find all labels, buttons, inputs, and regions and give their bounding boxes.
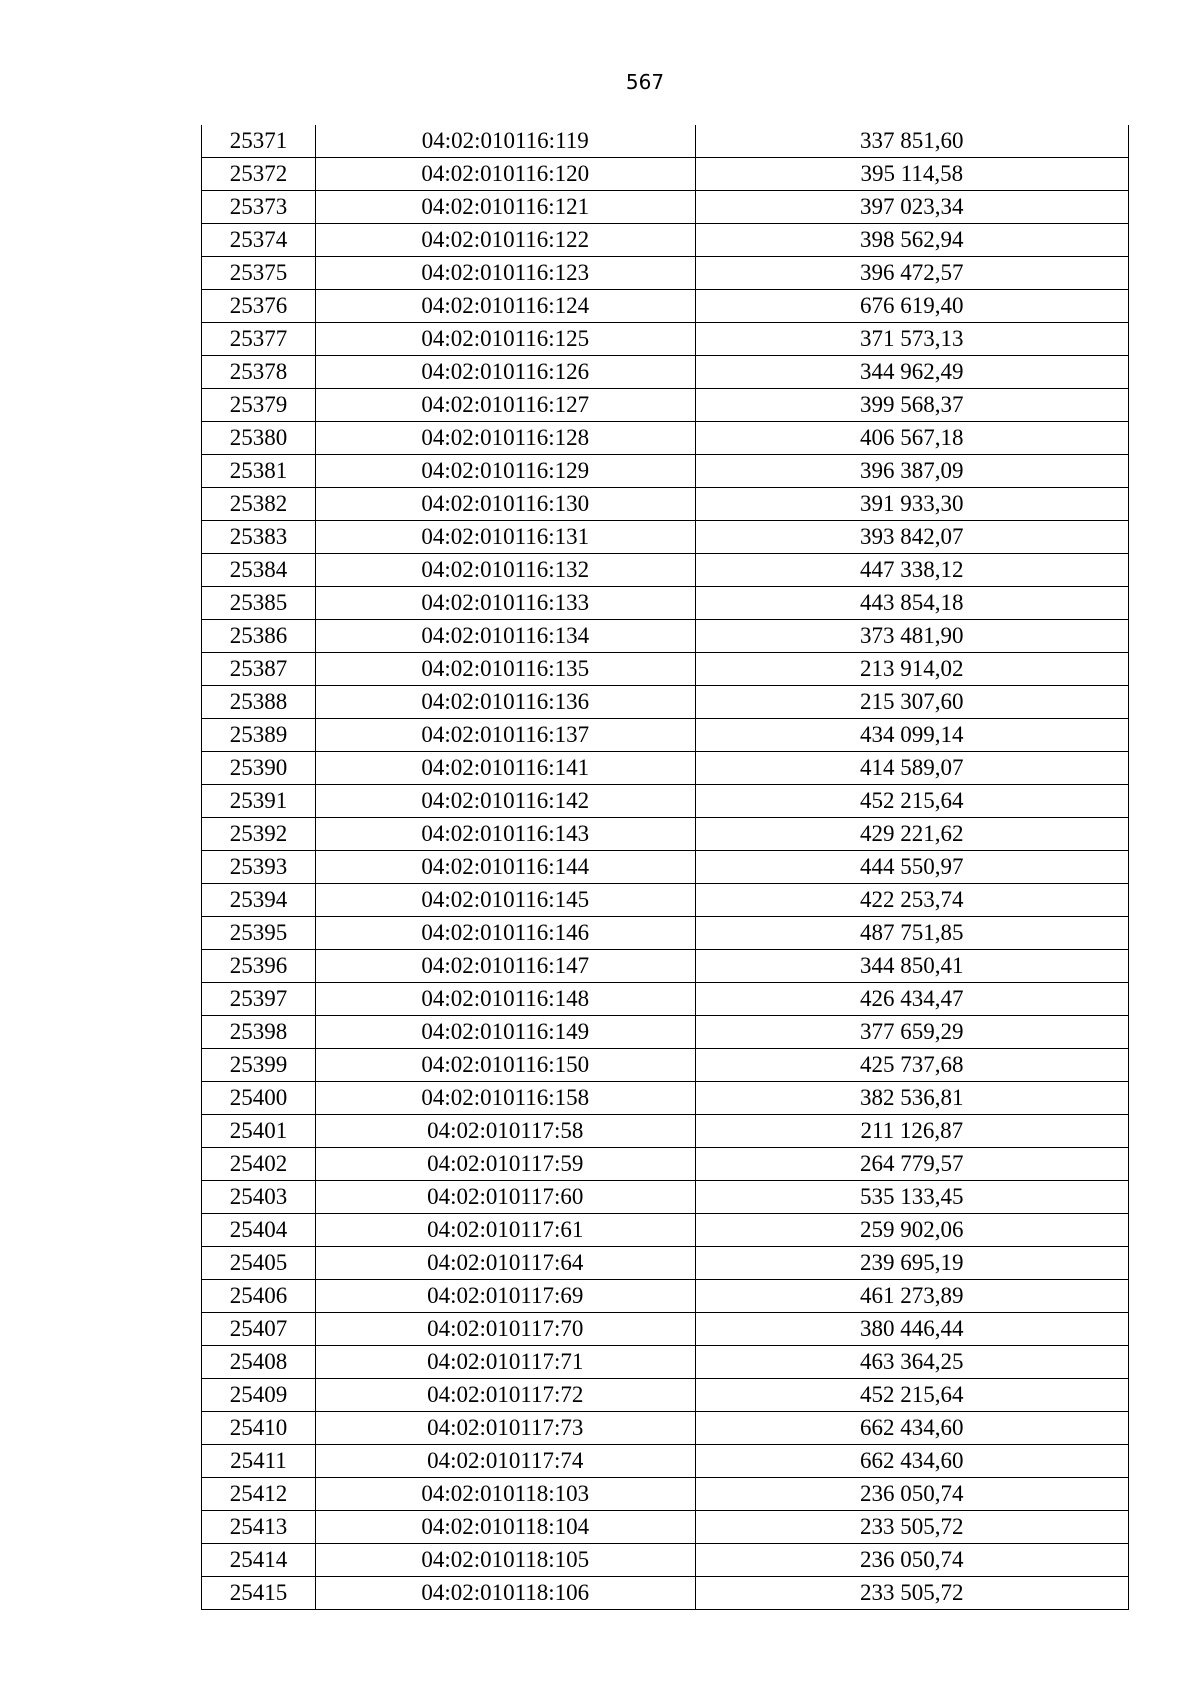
cadastral-number-cell: 04:02:010116:119: [315, 125, 695, 158]
cadastral-number-cell: 04:02:010116:137: [315, 719, 695, 752]
cadastral-number-cell: 04:02:010117:59: [315, 1148, 695, 1181]
row-number-cell: 25402: [202, 1148, 316, 1181]
row-number-cell: 25378: [202, 356, 316, 389]
cadastral-number-cell: 04:02:010118:104: [315, 1511, 695, 1544]
row-number-cell: 25394: [202, 884, 316, 917]
row-number-cell: 25374: [202, 224, 316, 257]
cadastral-value-cell: 259 902,06: [695, 1214, 1128, 1247]
table-row: [202, 488, 1129, 521]
cadastral-value-cell: 662 434,60: [695, 1445, 1128, 1478]
row-number-cell: 25371: [202, 125, 316, 158]
cadastral-number-cell: 04:02:010116:134: [315, 620, 695, 653]
table-row: [202, 1577, 1129, 1610]
table-row: [202, 257, 1129, 290]
cadastral-value-cell: 264 779,57: [695, 1148, 1128, 1181]
cadastral-value-cell: 443 854,18: [695, 587, 1128, 620]
cadastral-number-cell: 04:02:010117:72: [315, 1379, 695, 1412]
cadastral-value-cell: 380 446,44: [695, 1313, 1128, 1346]
cadastral-value-cell: 444 550,97: [695, 851, 1128, 884]
cadastral-value-cell: 429 221,62: [695, 818, 1128, 851]
table-row: [202, 917, 1129, 950]
page-number: 567: [625, 70, 665, 94]
row-number-cell: 25376: [202, 290, 316, 323]
cadastral-number-cell: 04:02:010116:128: [315, 422, 695, 455]
cadastral-value-cell: 391 933,30: [695, 488, 1128, 521]
table-row: [202, 983, 1129, 1016]
row-number-cell: 25391: [202, 785, 316, 818]
cadastral-number-cell: 04:02:010116:147: [315, 950, 695, 983]
cadastral-value-cell: 425 737,68: [695, 1049, 1128, 1082]
row-number-cell: 25395: [202, 917, 316, 950]
table-row: [202, 818, 1129, 851]
cadastral-value-cell: 211 126,87: [695, 1115, 1128, 1148]
cadastral-value-cell: 452 215,64: [695, 1379, 1128, 1412]
cadastral-value-cell: 395 114,58: [695, 158, 1128, 191]
table-row: [202, 389, 1129, 422]
row-number-cell: 25414: [202, 1544, 316, 1577]
cadastral-value-cell: 213 914,02: [695, 653, 1128, 686]
cadastral-value-cell: 344 962,49: [695, 356, 1128, 389]
cadastral-number-cell: 04:02:010116:146: [315, 917, 695, 950]
table-row: [202, 1511, 1129, 1544]
cadastral-value-cell: 406 567,18: [695, 422, 1128, 455]
row-number-cell: 25386: [202, 620, 316, 653]
table-row: [202, 191, 1129, 224]
table-row: [202, 290, 1129, 323]
row-number-cell: 25387: [202, 653, 316, 686]
cadastral-value-cell: 236 050,74: [695, 1544, 1128, 1577]
row-number-cell: 25408: [202, 1346, 316, 1379]
row-number-cell: 25388: [202, 686, 316, 719]
row-number-cell: 25392: [202, 818, 316, 851]
cadastral-number-cell: 04:02:010116:124: [315, 290, 695, 323]
row-number-cell: 25399: [202, 1049, 316, 1082]
cadastral-value-cell: 337 851,60: [695, 125, 1128, 158]
cadastral-number-cell: 04:02:010116:142: [315, 785, 695, 818]
cadastral-value-cell: 397 023,34: [695, 191, 1128, 224]
cadastral-value-cell: 676 619,40: [695, 290, 1128, 323]
row-number-cell: 25375: [202, 257, 316, 290]
cadastral-number-cell: 04:02:010116:144: [315, 851, 695, 884]
cadastral-value-cell: 215 307,60: [695, 686, 1128, 719]
table-row: [202, 323, 1129, 356]
cadastral-value-cell: 236 050,74: [695, 1478, 1128, 1511]
cadastral-value-cell: 535 133,45: [695, 1181, 1128, 1214]
table-row: [202, 950, 1129, 983]
table-row: [202, 1082, 1129, 1115]
cadastral-number-cell: 04:02:010118:105: [315, 1544, 695, 1577]
row-number-cell: 25372: [202, 158, 316, 191]
table-row: [202, 1412, 1129, 1445]
table-row: [202, 356, 1129, 389]
cadastral-number-cell: 04:02:010116:126: [315, 356, 695, 389]
cadastral-value-cell: 662 434,60: [695, 1412, 1128, 1445]
cadastral-number-cell: 04:02:010118:106: [315, 1577, 695, 1610]
table-row: [202, 1346, 1129, 1379]
row-number-cell: 25406: [202, 1280, 316, 1313]
row-number-cell: 25409: [202, 1379, 316, 1412]
cadastral-number-cell: 04:02:010116:127: [315, 389, 695, 422]
table-row: [202, 719, 1129, 752]
row-number-cell: 25407: [202, 1313, 316, 1346]
cadastral-value-table: [201, 125, 1129, 1610]
cadastral-value-cell: 377 659,29: [695, 1016, 1128, 1049]
cadastral-value-cell: 447 338,12: [695, 554, 1128, 587]
row-number-cell: 25381: [202, 455, 316, 488]
table-row: [202, 785, 1129, 818]
cadastral-value-cell: 393 842,07: [695, 521, 1128, 554]
table-row: [202, 422, 1129, 455]
cadastral-number-cell: 04:02:010116:120: [315, 158, 695, 191]
table-row: [202, 1181, 1129, 1214]
row-number-cell: 25383: [202, 521, 316, 554]
cadastral-value-cell: 461 273,89: [695, 1280, 1128, 1313]
row-number-cell: 25400: [202, 1082, 316, 1115]
table-row: [202, 1478, 1129, 1511]
cadastral-number-cell: 04:02:010116:141: [315, 752, 695, 785]
row-number-cell: 25385: [202, 587, 316, 620]
table-row: [202, 620, 1129, 653]
table-row: [202, 653, 1129, 686]
cadastral-value-cell: 422 253,74: [695, 884, 1128, 917]
table-row: [202, 1016, 1129, 1049]
table-body: [202, 125, 1129, 1610]
row-number-cell: 25412: [202, 1478, 316, 1511]
cadastral-number-cell: 04:02:010117:60: [315, 1181, 695, 1214]
row-number-cell: 25389: [202, 719, 316, 752]
cadastral-number-cell: 04:02:010116:158: [315, 1082, 695, 1115]
cadastral-number-cell: 04:02:010116:132: [315, 554, 695, 587]
row-number-cell: 25405: [202, 1247, 316, 1280]
table-row: [202, 851, 1129, 884]
cadastral-number-cell: 04:02:010116:136: [315, 686, 695, 719]
row-number-cell: 25390: [202, 752, 316, 785]
cadastral-number-cell: 04:02:010116:135: [315, 653, 695, 686]
cadastral-number-cell: 04:02:010117:61: [315, 1214, 695, 1247]
cadastral-value-cell: 373 481,90: [695, 620, 1128, 653]
row-number-cell: 25401: [202, 1115, 316, 1148]
table-row: [202, 158, 1129, 191]
cadastral-number-cell: 04:02:010117:71: [315, 1346, 695, 1379]
cadastral-number-cell: 04:02:010116:133: [315, 587, 695, 620]
cadastral-value-cell: 396 472,57: [695, 257, 1128, 290]
row-number-cell: 25398: [202, 1016, 316, 1049]
row-number-cell: 25397: [202, 983, 316, 1016]
cadastral-number-cell: 04:02:010116:150: [315, 1049, 695, 1082]
cadastral-number-cell: 04:02:010116:125: [315, 323, 695, 356]
table-row: [202, 1313, 1129, 1346]
table-row: [202, 1247, 1129, 1280]
cadastral-number-cell: 04:02:010117:58: [315, 1115, 695, 1148]
table-row: [202, 752, 1129, 785]
row-number-cell: 25410: [202, 1412, 316, 1445]
table-row: [202, 1148, 1129, 1181]
cadastral-value-cell: 463 364,25: [695, 1346, 1128, 1379]
row-number-cell: 25415: [202, 1577, 316, 1610]
table-row: [202, 455, 1129, 488]
row-number-cell: 25393: [202, 851, 316, 884]
cadastral-value-cell: 452 215,64: [695, 785, 1128, 818]
table-row: [202, 125, 1129, 158]
cadastral-number-cell: 04:02:010116:121: [315, 191, 695, 224]
cadastral-value-cell: 382 536,81: [695, 1082, 1128, 1115]
cadastral-value-cell: 487 751,85: [695, 917, 1128, 950]
cadastral-value-cell: 371 573,13: [695, 323, 1128, 356]
cadastral-number-cell: 04:02:010116:149: [315, 1016, 695, 1049]
row-number-cell: 25396: [202, 950, 316, 983]
row-number-cell: 25377: [202, 323, 316, 356]
cadastral-number-cell: 04:02:010117:69: [315, 1280, 695, 1313]
row-number-cell: 25373: [202, 191, 316, 224]
cadastral-number-cell: 04:02:010117:64: [315, 1247, 695, 1280]
row-number-cell: 25411: [202, 1445, 316, 1478]
row-number-cell: 25413: [202, 1511, 316, 1544]
row-number-cell: 25404: [202, 1214, 316, 1247]
table-row: [202, 686, 1129, 719]
table-row: [202, 1445, 1129, 1478]
cadastral-value-cell: 398 562,94: [695, 224, 1128, 257]
row-number-cell: 25403: [202, 1181, 316, 1214]
table-row: [202, 1379, 1129, 1412]
cadastral-number-cell: 04:02:010116:130: [315, 488, 695, 521]
cadastral-number-cell: 04:02:010116:143: [315, 818, 695, 851]
row-number-cell: 25379: [202, 389, 316, 422]
cadastral-number-cell: 04:02:010118:103: [315, 1478, 695, 1511]
row-number-cell: 25380: [202, 422, 316, 455]
cadastral-value-cell: 239 695,19: [695, 1247, 1128, 1280]
table-row: [202, 1214, 1129, 1247]
cadastral-number-cell: 04:02:010116:145: [315, 884, 695, 917]
cadastral-value-cell: 233 505,72: [695, 1511, 1128, 1544]
cadastral-value-cell: 233 505,72: [695, 1577, 1128, 1610]
table-row: [202, 554, 1129, 587]
table-row: [202, 587, 1129, 620]
table-row: [202, 1049, 1129, 1082]
row-number-cell: 25382: [202, 488, 316, 521]
table-row: [202, 1544, 1129, 1577]
table-row: [202, 1115, 1129, 1148]
cadastral-number-cell: 04:02:010116:131: [315, 521, 695, 554]
table-row: [202, 884, 1129, 917]
table-row: [202, 224, 1129, 257]
cadastral-number-cell: 04:02:010116:148: [315, 983, 695, 1016]
row-number-cell: 25384: [202, 554, 316, 587]
cadastral-value-cell: 426 434,47: [695, 983, 1128, 1016]
table-row: [202, 1280, 1129, 1313]
cadastral-value-cell: 344 850,41: [695, 950, 1128, 983]
cadastral-value-cell: 396 387,09: [695, 455, 1128, 488]
cadastral-number-cell: 04:02:010116:122: [315, 224, 695, 257]
table-row: [202, 521, 1129, 554]
cadastral-number-cell: 04:02:010117:74: [315, 1445, 695, 1478]
cadastral-number-cell: 04:02:010117:70: [315, 1313, 695, 1346]
cadastral-number-cell: 04:02:010116:123: [315, 257, 695, 290]
cadastral-value-cell: 414 589,07: [695, 752, 1128, 785]
cadastral-number-cell: 04:02:010116:129: [315, 455, 695, 488]
cadastral-value-cell: 434 099,14: [695, 719, 1128, 752]
cadastral-value-cell: 399 568,37: [695, 389, 1128, 422]
cadastral-number-cell: 04:02:010117:73: [315, 1412, 695, 1445]
